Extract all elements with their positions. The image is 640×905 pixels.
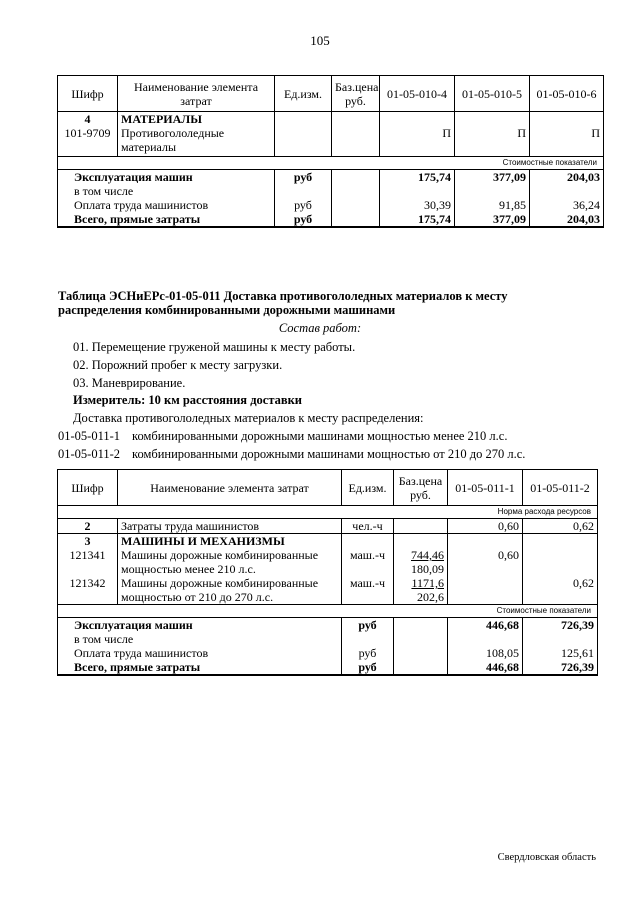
- table-row: [58, 660, 598, 675]
- section-title: МАШИНЫ И МЕХАНИЗМЫ: [118, 534, 342, 549]
- labor-v1: 0,60: [448, 519, 523, 534]
- machine-name: Машины дорожные комбинированные мощностью менее 210 л.с.: [118, 548, 342, 576]
- machine-price: [394, 548, 448, 576]
- machine-unit: маш.-ч: [342, 548, 394, 576]
- section-title: МАТЕРИАЛЫ: [118, 112, 275, 127]
- header-unit: Ед.изм.: [275, 76, 332, 112]
- machine-v2: [523, 548, 598, 576]
- norm-label-row: [58, 506, 598, 519]
- row-name: Всего, прямые затраты: [58, 660, 342, 675]
- machine-v1: [448, 576, 523, 605]
- material-name: Противогололедные материалы: [118, 126, 275, 156]
- header-col2: 01-05-011-2: [523, 470, 598, 506]
- row-name: Всего, прямые затраты: [58, 212, 275, 227]
- machine-price: [394, 576, 448, 605]
- row-v2: 726,39: [561, 618, 594, 632]
- table-row: [58, 548, 598, 576]
- row-v1: 108,05: [448, 646, 523, 660]
- price-bottom: 180,09: [411, 562, 444, 576]
- material-v1: П: [380, 126, 455, 156]
- table-header: [58, 76, 604, 112]
- table-row: [58, 576, 598, 605]
- table-row: [58, 126, 604, 156]
- table-materials: [57, 75, 604, 228]
- cost-label: Стоимостные показатели: [58, 605, 598, 618]
- row-v1: 446,68: [448, 660, 523, 675]
- table-row: [58, 212, 604, 227]
- row-v2: 377,09: [455, 169, 530, 184]
- header-name: Наименование элемента затрат: [118, 76, 275, 112]
- row-v2: 377,09: [455, 212, 530, 227]
- variant-code: 01-05-011-1: [58, 429, 121, 443]
- material-v2: П: [455, 126, 530, 156]
- measurer: Измеритель: 10 км расстояния доставки: [73, 393, 303, 407]
- row-v3: 204,03: [567, 169, 600, 184]
- price-top: 1171,6: [411, 576, 444, 590]
- footer-region: Свердловская область: [497, 852, 596, 863]
- row-name: Оплата труда машинистов: [58, 198, 275, 212]
- row-unit: руб: [275, 212, 332, 227]
- page-number: 105: [310, 33, 330, 48]
- price-bottom: 202,6: [417, 590, 444, 604]
- machine-code: 121342: [58, 576, 118, 605]
- header-unit: Ед.изм.: [342, 470, 394, 506]
- work-item: 02. Порожний пробег к месту загрузки.: [73, 358, 283, 372]
- row-unit: руб: [342, 618, 394, 633]
- row-v2: 726,39: [561, 660, 594, 674]
- table-row: [58, 632, 598, 646]
- row-v1: 30,39: [380, 198, 455, 212]
- variant-text: комбинированными дорожными машинами мощностью от 210 до 270 л.с.: [132, 447, 526, 461]
- row-unit: руб: [275, 198, 332, 212]
- row-v1: 446,68: [448, 618, 523, 633]
- machine-v1: 0,60: [448, 548, 523, 576]
- row-v3: 204,03: [567, 211, 600, 226]
- row-unit: руб: [342, 646, 394, 660]
- section-num: 4: [58, 112, 118, 127]
- material-code: 101-9709: [58, 126, 118, 156]
- table-row: [58, 112, 604, 127]
- row-name: Эксплуатация машин: [58, 618, 342, 633]
- material-v3: П: [591, 126, 600, 140]
- table-row: [58, 198, 604, 212]
- row-name: Эксплуатация машин: [58, 169, 275, 184]
- header-col3: 01-05-010-6: [530, 76, 604, 112]
- row-v2: 91,85: [455, 198, 530, 212]
- table-delivery: [57, 469, 598, 676]
- header-col1: 01-05-011-1: [448, 470, 523, 506]
- machine-code: 121341: [58, 548, 118, 576]
- machine-v2: 0,62: [573, 576, 594, 590]
- table-row: [58, 184, 604, 198]
- variant-text: комбинированными дорожными машинами мощностью менее 210 л.с.: [132, 429, 508, 443]
- work-item: 03. Маневрирование.: [73, 376, 186, 390]
- header-price: Баз.цена руб.: [332, 76, 380, 112]
- work-composition-title: Состав работ:: [278, 321, 362, 335]
- table-row: [58, 646, 598, 660]
- table-header: [58, 470, 598, 506]
- work-item: 01. Перемещение груженой машины к месту работы.: [73, 340, 356, 354]
- section-num: 3: [58, 534, 118, 549]
- machine-name: Машины дорожные комбинированные мощностью от 210 до 270 л.с.: [118, 576, 342, 605]
- table-row: [58, 534, 598, 549]
- row-name: Оплата труда машинистов: [58, 646, 342, 660]
- machine-unit: маш.-ч: [342, 576, 394, 605]
- labor-name: Затраты труда машинистов: [118, 519, 342, 534]
- row-v2: 125,61: [561, 646, 594, 660]
- cost-label-row: [58, 605, 598, 618]
- header-name: Наименование элемента затрат: [118, 470, 342, 506]
- row-v1: 175,74: [380, 212, 455, 227]
- cost-label: Стоимостные показатели: [58, 156, 604, 169]
- header-col1: 01-05-010-4: [380, 76, 455, 112]
- labor-unit: чел.-ч: [342, 519, 394, 534]
- row-name: в том числе: [58, 632, 342, 646]
- row-v3: 36,24: [573, 197, 600, 212]
- header-code: Шифр: [58, 76, 118, 112]
- table-row: [58, 519, 598, 534]
- row-unit: руб: [342, 660, 394, 675]
- table-row: [58, 618, 598, 633]
- norm-label: Норма расхода ресурсов: [58, 506, 598, 519]
- delivery-intro: Доставка противогололедных материалов к месту распределения:: [73, 411, 424, 425]
- header-col2: 01-05-010-5: [455, 76, 530, 112]
- row-name: в том числе: [58, 184, 275, 198]
- cost-label-row: [58, 156, 604, 169]
- row-unit: руб: [275, 169, 332, 184]
- header-code: Шифр: [58, 470, 118, 506]
- table-title: Таблица ЭСНиЕРс-01-05-011 Доставка противогололедных материалов к месту распределения комбинированными дорожными машинами: [58, 289, 508, 317]
- labor-num: 2: [58, 519, 118, 534]
- price-top: 744,46: [411, 548, 444, 562]
- row-v1: 175,74: [380, 169, 455, 184]
- variant-code: 01-05-011-2: [58, 447, 121, 461]
- header-price: Баз.цена руб.: [394, 470, 448, 506]
- table-row: [58, 169, 604, 184]
- labor-v2: 0,62: [523, 519, 598, 534]
